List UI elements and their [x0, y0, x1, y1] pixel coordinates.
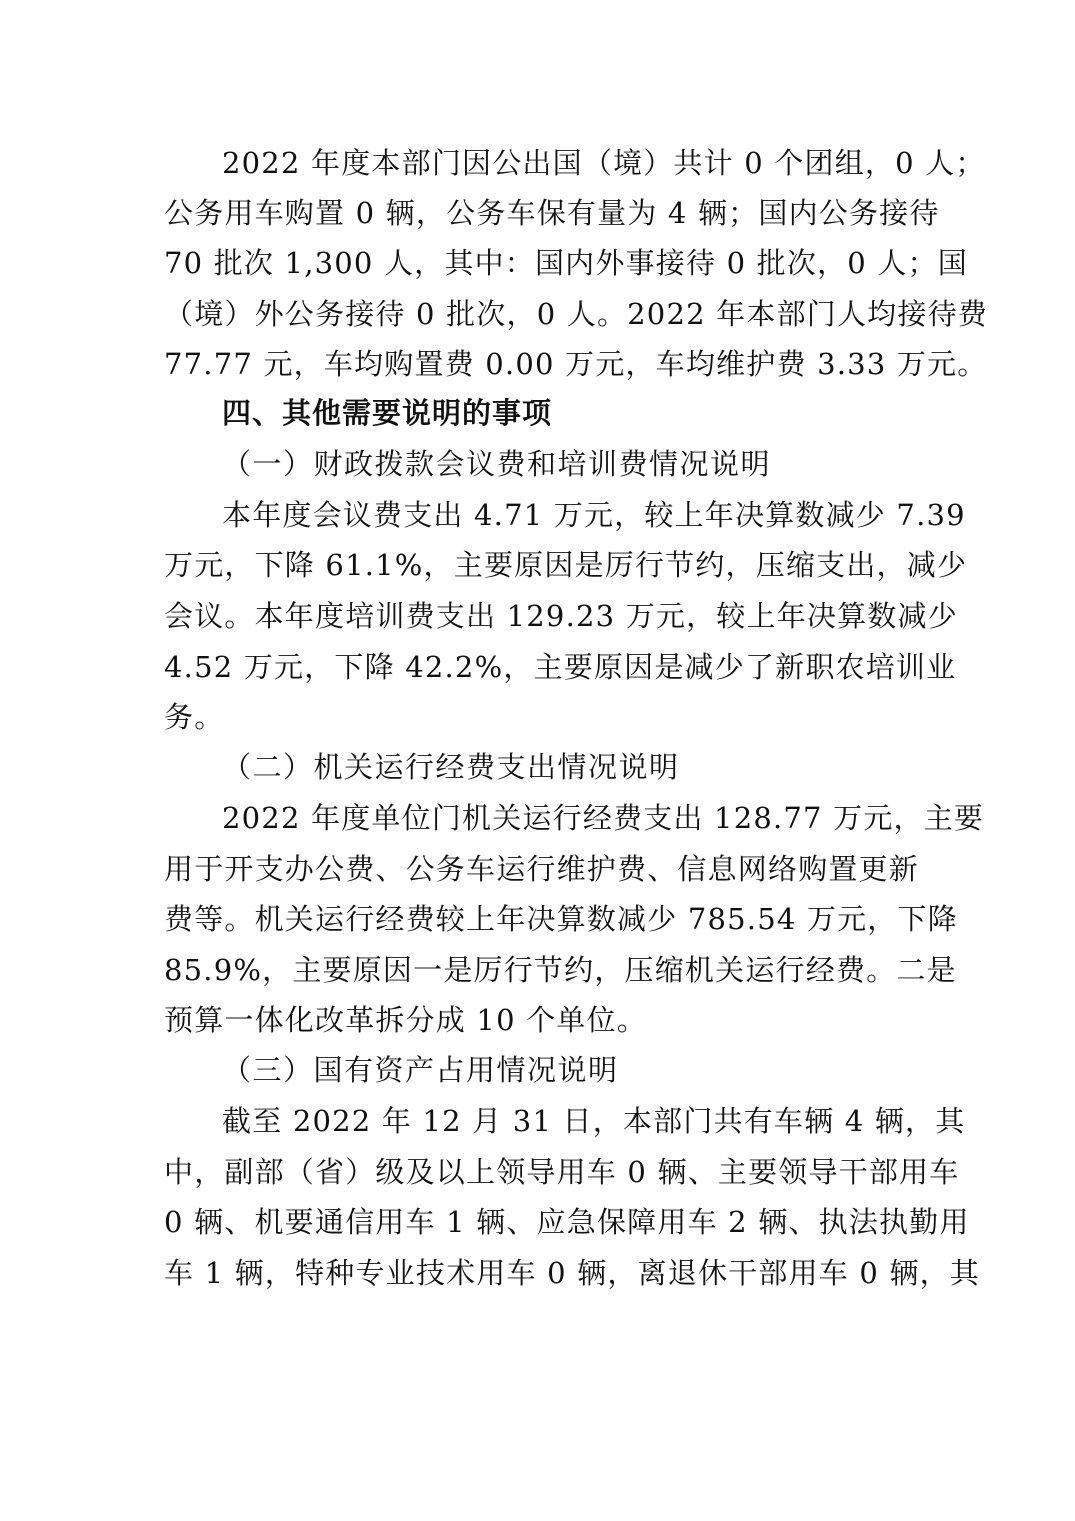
- sub1-heading: （一）财政拨款会议费和培训费情况说明: [222, 447, 772, 481]
- para1-line-3: 70 批次 1,300 人，其中：国内外事接待 0 批次，0 人；国: [164, 246, 968, 280]
- sub2-line-5: 预算一体化改革拆分成 10 个单位。: [164, 1003, 647, 1037]
- sub2-line-2: 用于开支办公费、公务车运行维护费、信息网络购置更新: [164, 852, 920, 886]
- sub3-line-1: 截至 2022 年 12 月 31 日，本部门共有车辆 4 辆，其: [222, 1104, 966, 1138]
- para1-line-1: 2022 年度本部门因公出国（境）共计 0 个团组，0 人；: [222, 146, 986, 180]
- para1-line-4: （境）外公务接待 0 批次，0 人。2022 年本部门人均接待费: [164, 297, 988, 331]
- sub2-heading: （二）机关运行经费支出情况说明: [222, 750, 680, 784]
- sub3-line-2: 中，副部（省）级及以上领导用车 0 辆、主要领导干部用车: [164, 1155, 960, 1189]
- sub3-line-4: 车 1 辆，特种专业技术用车 0 辆，离退休干部用车 0 辆，其: [164, 1256, 981, 1290]
- sub3-line-3: 0 辆、机要通信用车 1 辆、应急保障用车 2 辆、执法执勤用: [164, 1205, 970, 1239]
- sub2-line-3: 费等。机关运行经费较上年决算数减少 785.54 万元，下降: [164, 902, 958, 936]
- sub1-line-4: 4.52 万元，下降 42.2%，主要原因是减少了新职农培训业: [164, 650, 957, 684]
- sub2-line-1: 2022 年度单位门机关运行经费支出 128.77 万元，主要: [222, 801, 985, 835]
- section4-heading: 四、其他需要说明的事项: [222, 396, 553, 430]
- sub2-line-4: 85.9%，主要原因一是厉行节约，压缩机关运行经费。二是: [164, 953, 957, 987]
- para1-line-2: 公务用车购置 0 辆，公务车保有量为 4 辆；国内公务接待: [164, 196, 940, 230]
- sub1-line-1: 本年度会议费支出 4.71 万元，较上年决算数减少 7.39: [222, 498, 966, 532]
- sub1-line-2: 万元，下降 61.1%，主要原因是厉行节约，压缩支出，减少: [164, 548, 968, 582]
- sub1-line-3: 会议。本年度培训费支出 129.23 万元，较上年决算数减少: [164, 599, 958, 633]
- sub3-heading: （三）国有资产占用情况说明: [222, 1053, 619, 1087]
- sub1-line-5: 务。: [164, 700, 225, 734]
- para1-line-5: 77.77 元，车均购置费 0.00 万元，车均维护费 3.33 万元。: [164, 347, 988, 381]
